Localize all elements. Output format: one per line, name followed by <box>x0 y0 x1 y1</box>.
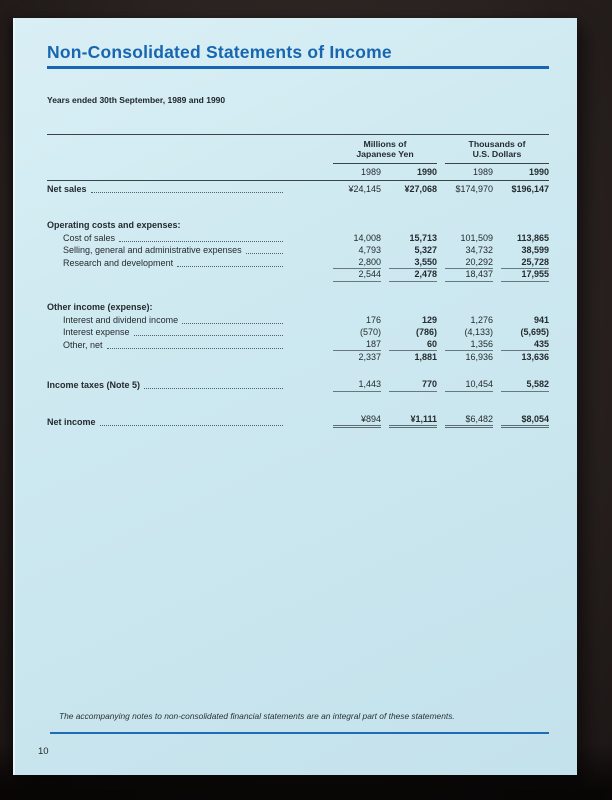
value-cell: 15,713 <box>409 232 437 243</box>
table-header <box>47 134 549 181</box>
value-cell: 38,599 <box>521 245 549 256</box>
dot-leader <box>100 425 283 426</box>
value-cell: ¥1,111 <box>389 413 437 429</box>
year-header-row <box>47 164 549 180</box>
dot-leader <box>107 348 283 349</box>
value-cell: $8,054 <box>501 413 549 429</box>
value-cell: 101,509 <box>460 232 493 243</box>
value-cell: $6,482 <box>445 413 493 429</box>
row-label: Research and development <box>63 257 174 268</box>
value-cell: 113,865 <box>516 232 549 243</box>
dot-leader <box>119 241 283 242</box>
value-cell: 14,008 <box>353 232 381 243</box>
value-cell: (5,695) <box>520 327 549 338</box>
value-cell: 18,437 <box>445 268 493 282</box>
value-cell: 2,337 <box>358 352 381 363</box>
value-cell: 13,636 <box>521 352 549 363</box>
row-label-cell <box>47 183 285 196</box>
value-cell: 129 <box>421 314 437 325</box>
value-cell: 1,276 <box>470 314 493 325</box>
label-column-spacer <box>47 167 325 177</box>
value-cell: 176 <box>365 314 381 325</box>
row-label-cell <box>47 379 285 392</box>
value-cell: 60 <box>389 338 437 352</box>
page-content <box>47 18 549 428</box>
value-cell: 3,550 <box>389 256 437 270</box>
table-row <box>47 269 549 282</box>
section-header-row <box>47 301 549 314</box>
column-group-usd-line2: U.S. Dollars <box>472 149 522 159</box>
value-cell: 16,936 <box>465 352 493 363</box>
table-row <box>47 339 549 352</box>
row-label-cell <box>47 326 285 339</box>
dot-leader <box>134 335 283 336</box>
row-label: Net sales <box>47 183 87 194</box>
value-cell: 2,478 <box>389 268 437 282</box>
row-label-cell <box>47 301 153 314</box>
dot-leader <box>246 253 283 254</box>
year-header-yen-1990: 1990 <box>416 166 437 177</box>
footnote-text: The accompanying notes to non-consolidated financial statements are an integral part of these statements. <box>59 711 455 721</box>
value-cell: 1,443 <box>333 378 381 392</box>
page-number: 10 <box>38 746 49 757</box>
row-label: Operating costs and expenses: <box>47 220 181 231</box>
value-cell: ¥894 <box>333 413 381 429</box>
column-group-yen-line1: Millions of <box>363 138 407 149</box>
document-page <box>13 18 577 775</box>
table-row <box>47 351 549 364</box>
value-cell: 2,800 <box>333 256 381 270</box>
value-cell: 435 <box>501 338 549 352</box>
value-cell: 25,728 <box>501 256 549 270</box>
dot-leader <box>144 388 283 389</box>
value-cell: 4,793 <box>358 245 381 256</box>
column-group-usd <box>445 139 549 164</box>
year-header-usd-1989: 1989 <box>472 166 493 177</box>
row-label: Net income <box>47 416 96 427</box>
year-header-yen-1989: 1989 <box>360 166 381 177</box>
label-column-spacer <box>47 139 325 164</box>
row-label-cell <box>47 244 285 257</box>
column-group-usd-line1: Thousands of <box>468 138 526 149</box>
value-cell: 34,732 <box>465 245 493 256</box>
row-label-cell <box>47 314 285 327</box>
value-cell: 770 <box>389 378 437 392</box>
row-label: Cost of sales <box>63 232 116 243</box>
dot-leader <box>182 323 283 324</box>
row-label: Income taxes (Note 5) <box>47 380 141 391</box>
value-cell: (570) <box>359 327 381 338</box>
value-cell: 5,582 <box>501 378 549 392</box>
row-label: Other, net <box>63 339 103 350</box>
table-row <box>47 413 549 429</box>
value-cell: 941 <box>533 314 549 325</box>
value-cell: 20,292 <box>445 256 493 270</box>
row-label-cell <box>47 257 285 270</box>
footer-rule <box>50 732 549 734</box>
section-header-row <box>47 219 549 232</box>
value-cell: (786) <box>415 327 437 338</box>
table-row <box>47 314 549 327</box>
row-label-cell <box>47 339 285 352</box>
table-row <box>47 232 549 245</box>
value-cell: ¥27,068 <box>404 183 437 194</box>
statement-period: Years ended 30th September, 1989 and 1990 <box>47 94 226 105</box>
value-cell: $196,147 <box>511 183 549 194</box>
value-cell: 5,327 <box>414 245 437 256</box>
table-row <box>47 183 549 196</box>
table-body <box>47 181 549 429</box>
column-group-yen <box>333 139 437 164</box>
row-label-cell <box>47 219 181 232</box>
row-label-cell <box>47 232 285 245</box>
value-cell: 17,955 <box>501 268 549 282</box>
value-cell: 10,454 <box>445 378 493 392</box>
value-cell: ¥24,145 <box>348 183 381 194</box>
value-cell: 187 <box>333 338 381 352</box>
dot-leader <box>177 266 283 267</box>
value-cell: 1,881 <box>414 352 437 363</box>
row-label: Interest and dividend income <box>63 314 179 325</box>
value-cell: $174,970 <box>455 183 493 194</box>
row-label: Selling, general and administrative expenses <box>63 245 242 256</box>
title-underline <box>47 66 549 69</box>
income-statement-table <box>47 134 549 429</box>
row-label: Other income (expense): <box>47 302 153 313</box>
value-cell: 1,356 <box>445 338 493 352</box>
value-cell: (4,133) <box>464 327 493 338</box>
table-row <box>47 379 549 392</box>
column-group-yen-line2: Japanese Yen <box>356 149 414 159</box>
row-label-cell <box>47 416 285 429</box>
year-header-usd-1990: 1990 <box>528 166 549 177</box>
row-label: Interest expense <box>63 327 130 338</box>
page-title: Non-Consolidated Statements of Income <box>47 42 392 62</box>
value-cell: 2,544 <box>333 268 381 282</box>
column-group-row <box>47 139 549 164</box>
dot-leader <box>91 192 283 193</box>
